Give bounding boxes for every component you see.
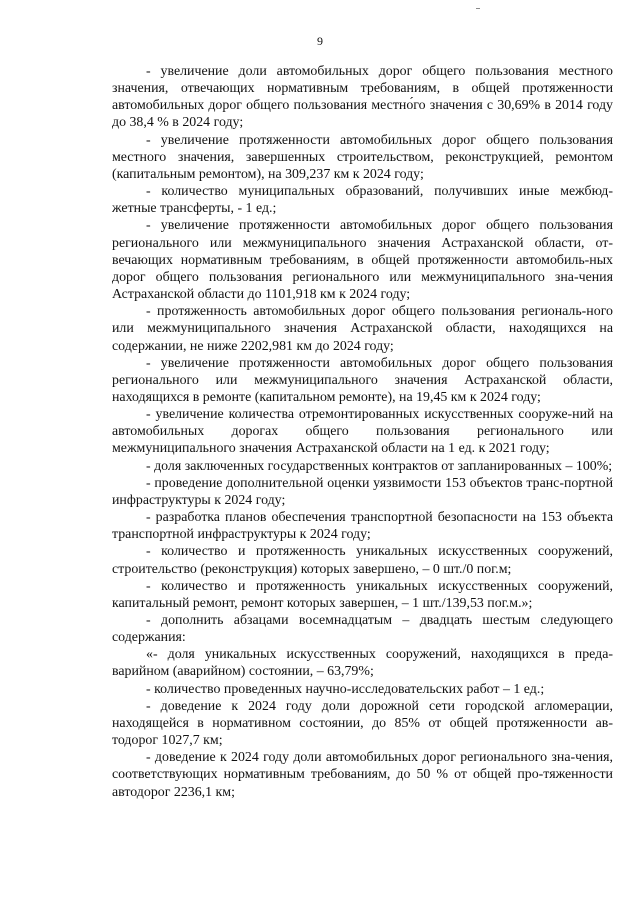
paragraph: - увеличение протяженности автомобильных дорог общего пользования местного значения, завершенных строительством, реконструкцией, ремонтом (капитальным ремонтом), на 309,237 км к 2024 году; — [112, 132, 613, 182]
paragraph: - увеличение протяженности автомобильных дорог общего пользования регионального или межмуниципального значения Астраханской области, от-вечающих нормативным требованиям, в общей протяженности автомобиль-ных дорог общего пользования регионального или межмуниципального зна-чения Астраханской области до 1101,918 км к 2024 году; — [112, 218, 613, 303]
paragraph: - увеличение доли автомобильных дорог общего пользования местного значения, отвечающих нормативным требованиям, в общей протяженности автомобильных дорог общего пользования местно́го значения с 30,69% в 2014 году до 38,4 % в 2024 году; — [112, 64, 613, 131]
paragraph: - доведение к 2024 году доли дорожной сети городской агломерации, находящейся в нормативном состоянии, до 85% от общей протяженности ав-тодорог 1027,7 км; — [112, 698, 613, 749]
paragraph: - доля заключенных государственных контрактов от запланированных – 100%; — [146, 458, 613, 474]
paragraph: - количество и протяженность уникальных искусственных сооружений, строительство (реконструкция) которых завершено, – 0 шт./0 пог.м; — [112, 544, 613, 577]
paragraph: - проведение дополнительной оценки уязвимости 153 объектов транс-портной инфраструктуры к 2024 году; — [112, 475, 613, 508]
document-body — [112, 63, 613, 801]
scan-mark — [476, 8, 480, 9]
paragraph: - количество и протяженность уникальных искусственных сооружений, капитальный ремонт, ремонт которых завершен, – 1 шт./139,53 пог.м.»; — [112, 578, 613, 611]
paragraph: - разработка планов обеспечения транспортной безопасности на 153 объекта транспортной инфраструктуры к 2024 году; — [112, 510, 613, 543]
paragraph: - увеличение количества отремонтированных искусственных сооруже-ний на автомобильных дорогах общего пользования регионального или межмуниципального значения Астраханской области на 1 ед. к 2021 году; — [112, 407, 613, 457]
paragraph: «- доля уникальных искусственных сооружений, находящихся в преда-варийном (аварийном) состоянии, – 63,79%; — [112, 647, 613, 680]
page-number: 9 — [317, 34, 323, 48]
paragraph: - дополнить абзацами восемнадцатым – двадцать шестым следующего содержания: — [112, 613, 613, 646]
paragraph: - доведение к 2024 году доли автомобильных дорог регионального зна-чения, соответствующих нормативным требованиям, до 50 % от общей про-тяженности автодорог 2236,1 км; — [112, 750, 613, 800]
paragraph: - увеличение протяженности автомобильных дорог общего пользования регионального или межмуниципального значения Астраханской области, находящихся в ремонте (капитальном ремонте), на 19,45 км к 2024 году; — [112, 355, 613, 405]
paragraph: - количество проведенных научно-исследовательских работ – 1 ед.; — [146, 681, 545, 697]
paragraph: - протяженность автомобильных дорог общего пользования региональ-ного или межмуниципального значения Астраханской области, находящихся на содержании, не ниже 2202,981 км до 2024 году; — [112, 304, 613, 354]
paragraph: - количество муниципальных образований, получивших иные межбюд-жетные трансферты, - 1 ед.; — [112, 184, 613, 217]
